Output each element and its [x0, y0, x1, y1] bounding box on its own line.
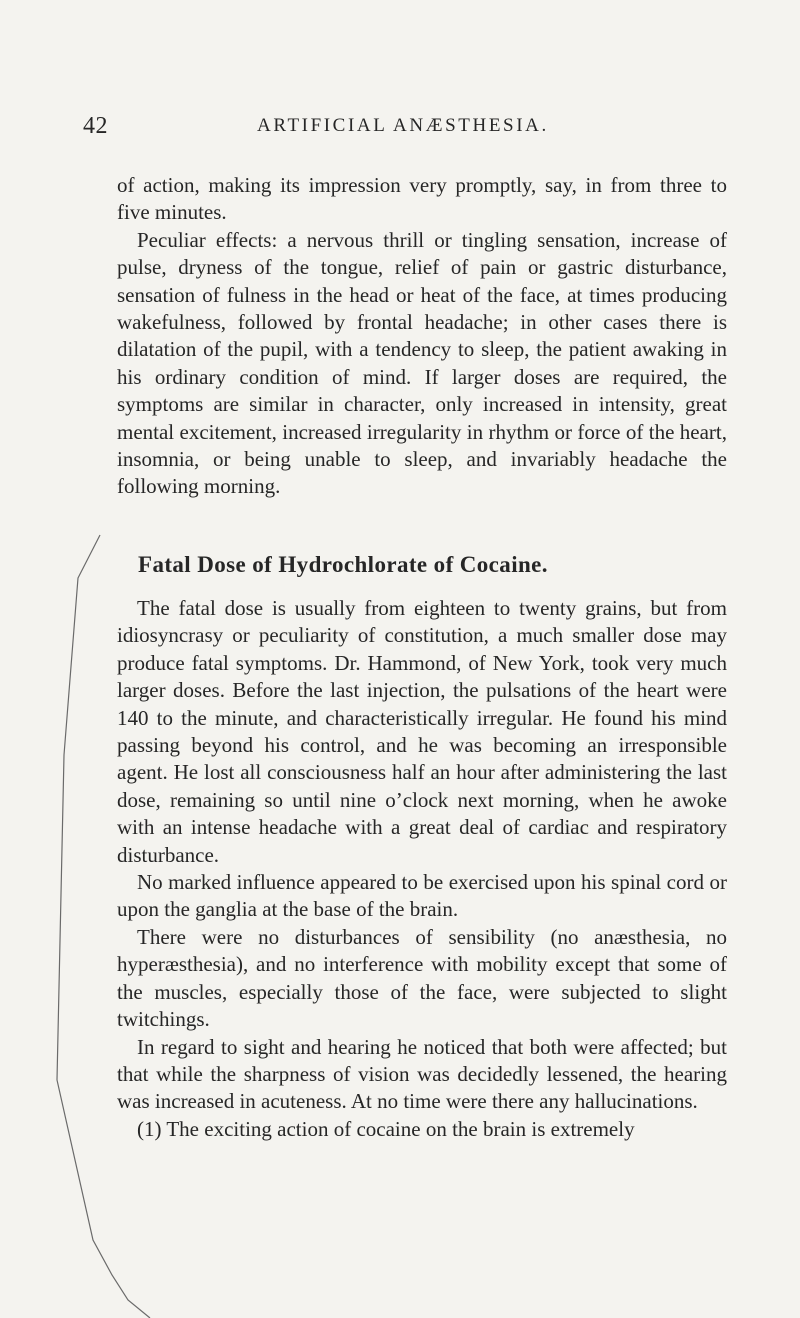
- paragraph: The fatal dose is usually from eighteen to twenty grains, but from idiosyncrasy or peculiarity of constitution, a much smaller dose may produce fatal symptoms. Dr. Hammond, of New York, took very much larger doses. Before the last injection, the pulsations of the heart were 140 to the minute, and characteristically irregular. He found his mind passing beyond his control, and he was becoming an irresponsible agent. He lost all consciousness half an hour after administering the last dose, remaining so until nine o’clock next morning, when he awoke with an intense headache with a great deal of cardiac and respiratory disturbance.: [117, 596, 727, 867]
- paragraph: Peculiar effects: a nervous thrill or tingling sensation, increase of pulse, dryness of the tongue, relief of pain or gastric disturbance, sensation of fulness in the head or heat of the face, at times producing wakefulness, followed by frontal headache; in other cases there is dilatation of the pupil, with a tendency to sleep, the patient awaking in his ordinary condition of mind. If larger doses are required, the symptoms are similar in character, only increased in intensity, great mental excitement, increased irregularity in rhythm or force of the heart, insomnia, or being unable to sleep, and invariably headache the following morning.: [117, 227, 727, 499]
- running-title: ARTIFICIAL ANÆSTHESIA.: [257, 115, 549, 136]
- text-block-top: [117, 172, 727, 501]
- paragraph: In regard to sight and hearing he noticed that both were affected; but that while the sharpness of vision was decidedly lessened, the hearing was increased in acuteness. At no time were there any hallucinations.: [117, 1034, 727, 1114]
- paragraph: of action, making its impression very promptly, say, in from three to five minutes.: [117, 173, 727, 225]
- running-head: [0, 113, 800, 143]
- section-heading: Fatal Dose of Hydrochlorate of Cocaine.: [138, 552, 548, 577]
- paragraph: There were no disturbances of sensibility (no anæsthesia, no hyperæsthesia), and no interference with mobility except that some of the muscles, especially those of the face, were subjected to slight twitchings.: [117, 924, 727, 1032]
- paragraph: No marked influence appeared to be exercised upon his spinal cord or upon the ganglia at the base of the brain.: [117, 870, 727, 922]
- text-block-section: [117, 595, 727, 1143]
- paragraph: (1) The exciting action of cocaine on the brain is extremely: [137, 1116, 635, 1141]
- page-number: 42: [83, 113, 108, 139]
